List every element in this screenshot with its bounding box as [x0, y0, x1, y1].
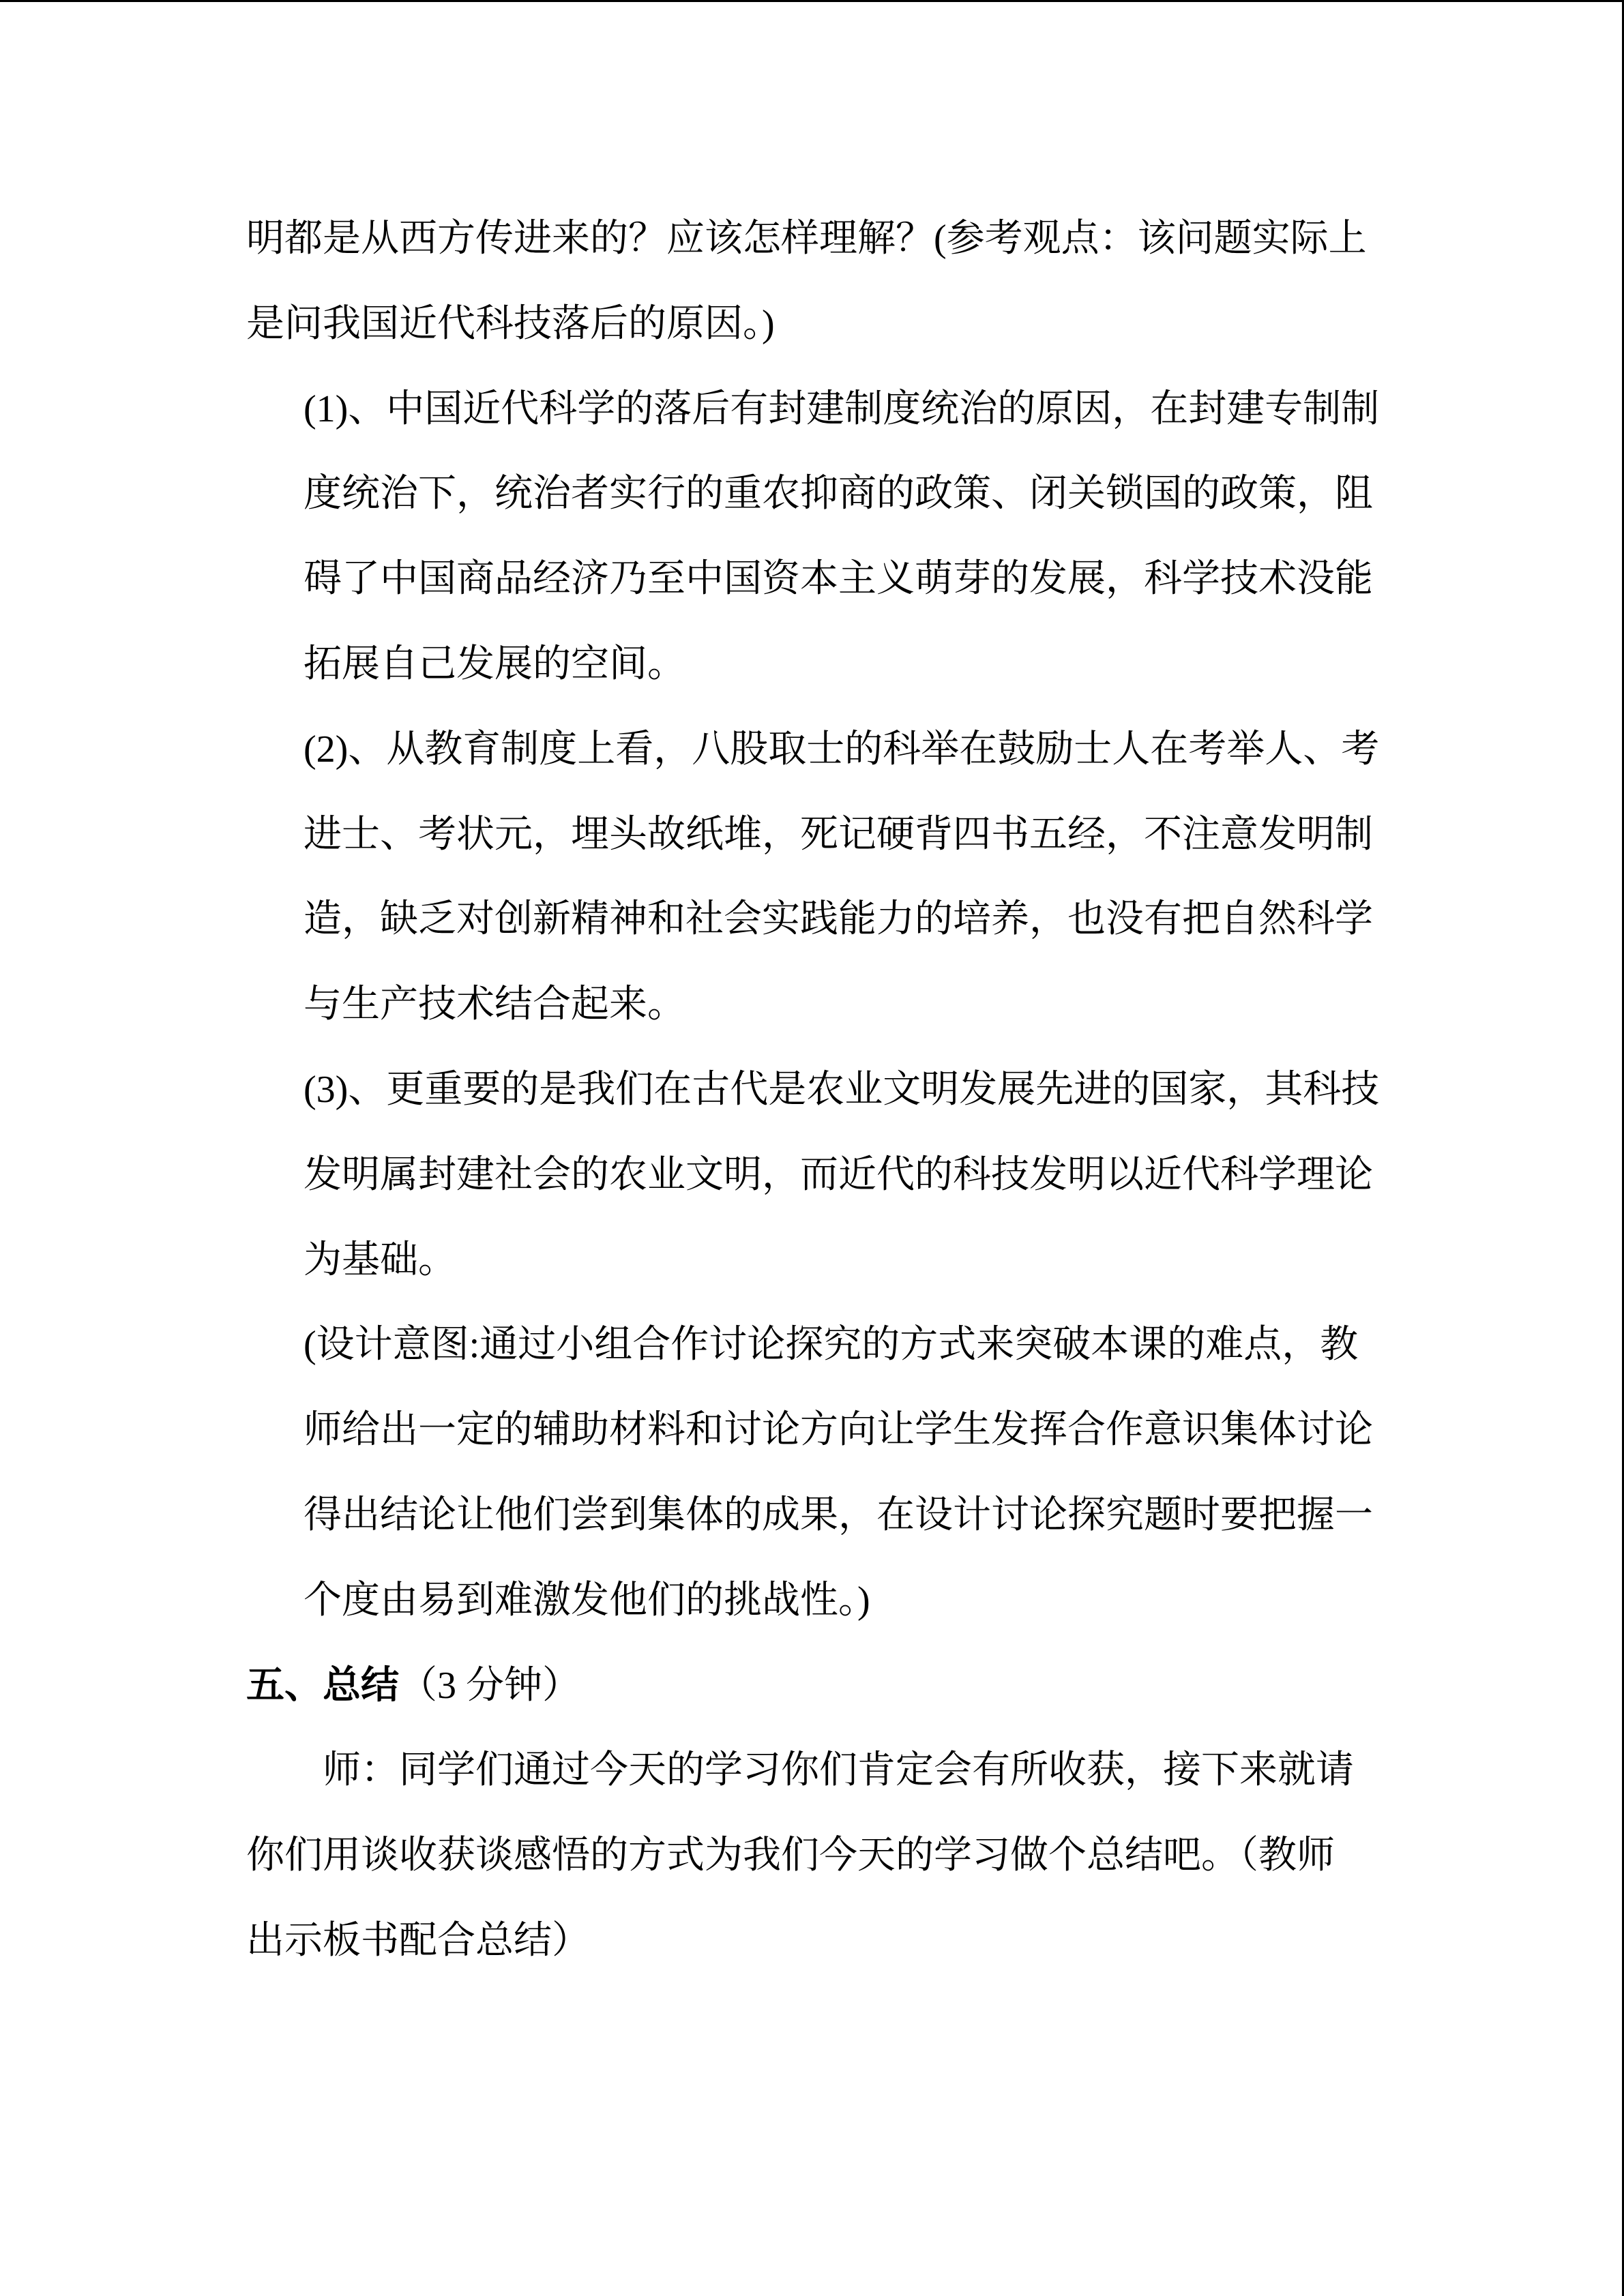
reason-item-1 [246, 367, 1406, 707]
section-duration: （3 分钟） [399, 1664, 580, 1707]
intro-line: 是问我国近代科技落后的原因。) [246, 302, 775, 345]
reason-line: 造，缺乏对创新精神和社会实践能力的培养，也没有把自然科学 [304, 898, 1373, 941]
page-edge-top-line [0, 0, 1624, 2]
design-intent-paragraph [246, 1302, 1406, 1643]
document-body [246, 196, 1406, 1984]
reason-line: 碍了中国商品经济乃至中国资本主义萌芽的发展，科学技术没能 [304, 558, 1373, 601]
design-intent-line: 个度由易到难激发他们的挑战性。) [304, 1579, 870, 1622]
intro-line: 明都是从西方传进来的？应该怎样理解？(参考观点：该问题实际上 [246, 218, 1367, 260]
design-intent-line: (设计意图:通过小组合作讨论探究的方式来突破本课的难点，教 [304, 1324, 1359, 1367]
design-intent-line: 得出结论让他们尝到集体的成果，在设计讨论探究题时要把握一 [304, 1493, 1373, 1536]
intro-paragraph [246, 196, 1406, 367]
reason-line: (1)、中国近代科学的落后有封建制度统治的原因，在封建专制制 [304, 387, 1380, 430]
design-intent-line: 师给出一定的辅助材料和讨论方向让学生发挥合作意识集体讨论 [304, 1409, 1373, 1452]
summary-line: 你们用谈收获谈感悟的方式为我们今天的学习做个总结吧。（教师 [246, 1834, 1335, 1877]
reason-line: (2)、从教育制度上看，八股取士的科举在鼓励士人在考举人、考 [304, 728, 1380, 771]
reason-line: 与生产技术结合起来。 [304, 983, 685, 1026]
reason-line: 进士、考状元，埋头故纸堆，死记硬背四书五经，不注意发明制 [304, 813, 1373, 856]
summary-paragraph [246, 1728, 1406, 1983]
reason-line: 发明属封建社会的农业文明，而近代的科技发明以近代科学理论 [304, 1153, 1373, 1196]
reason-line: 拓展自己发展的空间。 [304, 642, 685, 685]
summary-line: 出示板书配合总结） [246, 1919, 590, 1962]
reason-line: 为基础。 [304, 1238, 456, 1281]
summary-line: 师：同学们通过今天的学习你们肯定会有所收获，接下来就请 [323, 1749, 1354, 1792]
reason-item-3 [246, 1047, 1406, 1302]
reason-line: (3)、更重要的是我们在古代是农业文明发展先进的国家，其科技 [304, 1068, 1380, 1111]
section-title: 五、总结 [246, 1664, 399, 1707]
reason-item-2 [246, 707, 1406, 1047]
section-heading [246, 1643, 1406, 1729]
reason-line: 度统治下，统治者实行的重农抑商的政策、闭关锁国的政策，阻 [304, 473, 1373, 516]
